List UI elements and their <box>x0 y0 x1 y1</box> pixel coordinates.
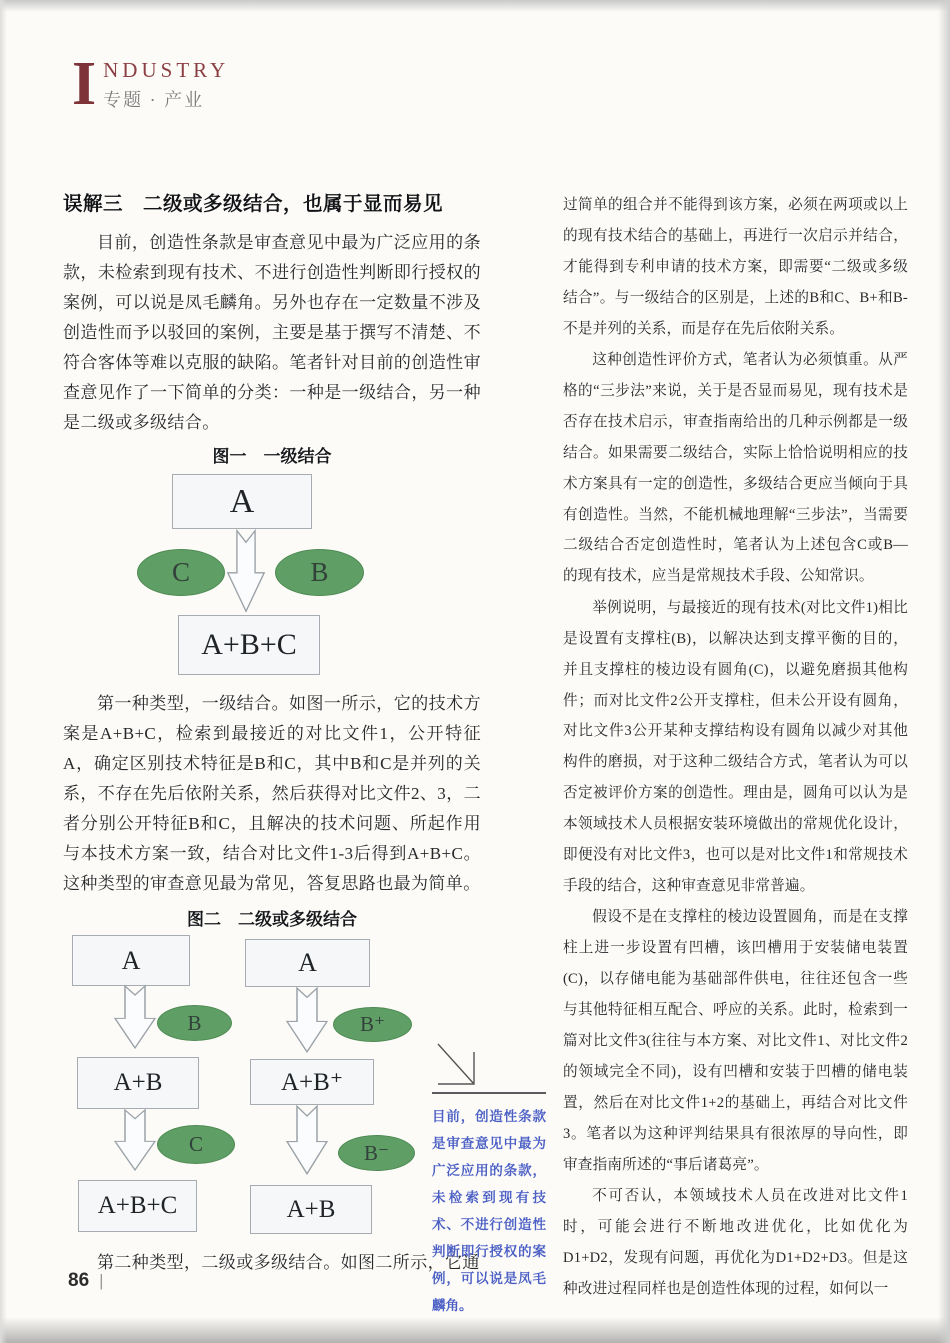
corner-arrow-icon <box>436 1042 482 1088</box>
fig2-left-box-ab: A+B <box>77 1057 199 1109</box>
right-column <box>563 190 908 1305</box>
fig2-left-ellipse-b: B <box>157 1005 232 1041</box>
paragraph: 不可否认，本领域技术人员在改进对比文件1时，可能会进行不断地改进优化，比如优化为D1+D2，发现有问题，再优化为D1+D2+D3。但是这种改进过程同样也是创造性体现的过程，如何以一 <box>563 1188 908 1297</box>
down-arrow-icon <box>226 528 266 614</box>
paragraph: 第一种类型，一级结合。如图一所示，它的技术方案是A+B+C，检索到最接近的对比文件1，公开特征A，确定区别技术特征是B和C，其中B和C是并列的关系，不存在先后依附关系，然后获得对比文件2、3，二者分别公开特征B和C，且解决的技术问题、所起作用与本技术方案一致，结合对比文件1-3后得到A+B+C。这种类型的审查意见最为常见，答复思路也最为简单。 <box>63 694 481 893</box>
article-heading: 误解三 二级或多级结合，也属于显而易见 <box>63 193 444 215</box>
fig1-ellipse-c: C <box>137 549 225 596</box>
figure-1-caption: 图一 一级结合 <box>212 447 332 466</box>
down-arrow-icon <box>285 986 329 1054</box>
paragraph: 第二种类型，二级或多级结合。如图二所示，它通 <box>97 1253 480 1272</box>
fig2-right-box-ab: A+B <box>250 1185 372 1234</box>
section-header-text <box>103 58 229 112</box>
figure-2 <box>63 905 481 1236</box>
pull-quote <box>432 1042 546 1319</box>
scan-shadow-left <box>0 0 7 1343</box>
fig1-box-abc: A+B+C <box>178 615 320 675</box>
pull-quote-rule <box>432 1092 546 1094</box>
section-header <box>72 50 230 118</box>
industry-drop-cap: I <box>72 50 97 118</box>
paragraph: 目前，创造性条款是审查意见中最为广泛应用的条款，未检索到现有技术、不进行创造性判断即行授权的案例，可以说是凤毛麟角。另外也存在一定数量不涉及创造性而予以驳回的案例，主要是基于撰写不清楚、不符合客体等难以克服的缺陷。笔者针对目前的创造性审查意见作了一下简单的分类：一种是一级结合，另一种是二级或多级结合。 <box>63 233 481 432</box>
pull-quote-text: 目前，创造性条款是审查意见中最为广泛应用的条款，未检索到现有技术、不进行创造性判断即行授权的案例，可以说是凤毛麟角。 <box>432 1109 546 1313</box>
down-arrow-icon <box>285 1104 329 1176</box>
figure-2-caption: 图二 二级或多级结合 <box>187 910 357 929</box>
paragraph: 过简单的组合并不能得到该方案，必须在两项或以上的现有技术结合的基础上，再进行一次启示并结合，才能得到专利申请的技术方案，即需要“二级或多级结合”。与一级结合的区别是，上述的B和C、B+和B-不是并列的关系，而是存在先后依附关系。 <box>563 197 908 337</box>
fig1-ellipse-b: B <box>275 549 364 596</box>
fig2-left-ellipse-c: C <box>157 1125 235 1164</box>
page-number-divider: | <box>99 1271 104 1290</box>
page-footer <box>68 1270 104 1292</box>
paragraph: 这种创造性评价方式，笔者认为必须慎重。从严格的“三步法”来说，关于是否显而易见，现有技术是否存在技术启示，审查指南给出的几种示例都是一级结合。如果需要二级结合，实际上恰恰说明相应的技术方案具有一定的创造性，多级结合更应当倾向于具有创造性。当然，不能机械地理解“三步法”，当需要二级结合否定创造性时，笔者认为上述包含C或B—的现有技术，应当是常规技术手段、公知常识。 <box>563 352 908 585</box>
paragraph: 假设不是在支撑柱的棱边设置圆角，而是在支撑柱上进一步设置有凹槽，该凹槽用于安装储电装置(C)，以存储电能为基础部件供电，往往还包含一些与其他特征相互配合、呼应的关系。此时，检索到一篇对比文件3(往往与本方案、对比文件1、对比文件2的领域完全不同)，设有凹槽和安装于凹槽的储电装置，然后在对比文件1+2的基础上，再结合对比文件3。笔者以为这种评判结果具有很浓厚的导向性，即审查指南所述的“事后诸葛亮”。 <box>563 909 908 1173</box>
down-arrow-icon <box>113 984 157 1050</box>
figure-1 <box>63 442 481 677</box>
section-title-en: NDUSTRY <box>103 58 230 82</box>
section-title-cn: 专题 · 产业 <box>103 90 205 110</box>
fig2-right-box-ab-plus: A+B⁺ <box>250 1059 374 1105</box>
scan-shadow-right <box>938 0 950 1343</box>
fig2-left-box-abc: A+B+C <box>78 1180 197 1232</box>
fig2-right-ellipse-b-minus: B⁻ <box>338 1135 415 1171</box>
left-column <box>63 188 481 1278</box>
fig2-right-box-a: A <box>245 939 370 987</box>
scan-shadow-top <box>0 0 950 12</box>
figure-1-diagram <box>63 469 481 677</box>
down-arrow-icon <box>113 1108 157 1172</box>
paragraph: 举例说明，与最接近的现有技术(对比文件1)相比是设置有支撑柱(B)，以解决达到支撑平衡的目的，并且支撑柱的棱边设有圆角(C)，以避免磨损其他构件；而对比文件2公开支撑柱，但未公开设有圆角，对比文件3公开某种支撑结构设有圆角以减少对其他构件的磨损，对于这种二级结合方式，笔者认为可以否定被评价方案的创造性。理由是，圆角可以认为是本领域技术人员根据安装环境做出的常规优化设计，即便没有对比文件3，也可以是对比文件1和常规技术手段的结合，这种审查意见非常普遍。 <box>563 599 908 894</box>
scan-shadow-bottom <box>0 1317 950 1343</box>
fig2-right-ellipse-b-plus: B⁺ <box>333 1007 412 1042</box>
figure-2-diagram <box>63 932 481 1236</box>
page-number: 86 <box>68 1270 90 1291</box>
fig2-left-box-a: A <box>72 935 190 986</box>
fig1-box-a: A <box>172 474 312 529</box>
